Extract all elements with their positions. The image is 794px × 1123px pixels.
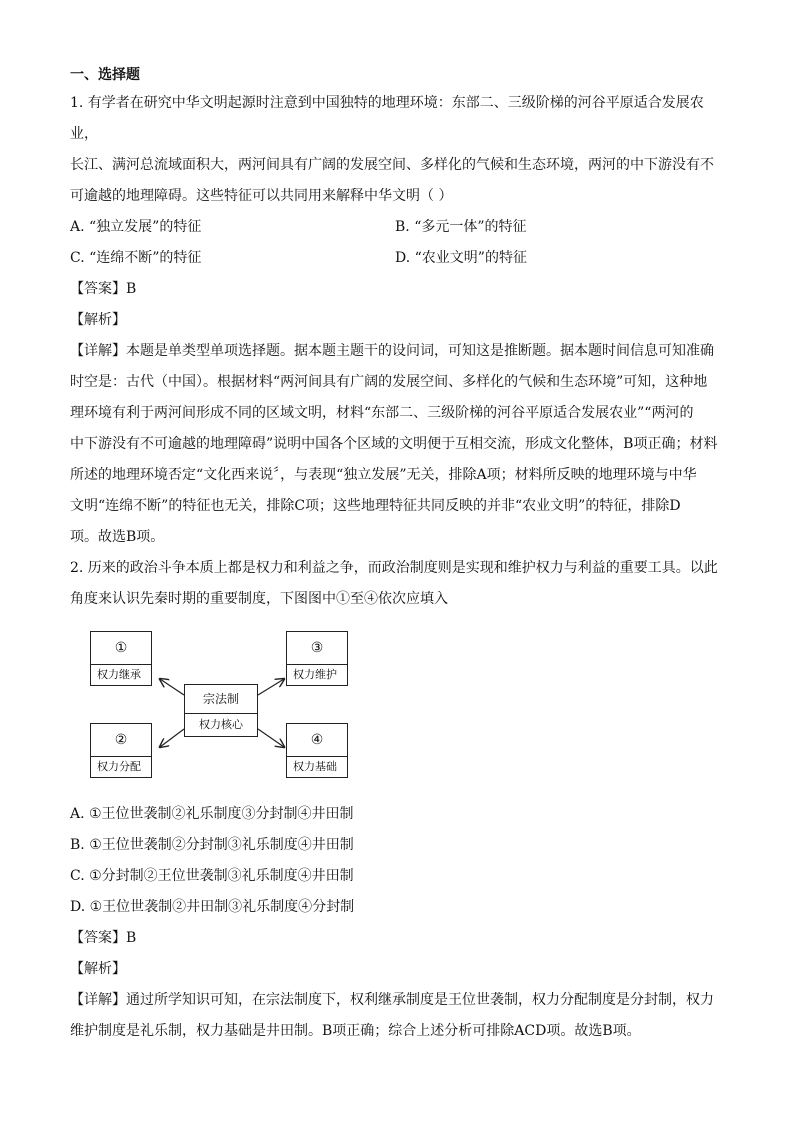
q1-detail-line: 所述的地理环境否定“文化西来说〞，与表现“独立发展”无关，排除A项；材料所反映的地理环境与中华 [70, 467, 697, 483]
box-3-label: 权力维护 [293, 668, 337, 681]
q2-analysis-label: 【解析】 [70, 961, 126, 977]
box-4-label: 权力基础 [293, 760, 337, 773]
q2-option-c: C. ①分封制②王位世袭制③礼乐制度④井田制 [70, 868, 354, 884]
diagram-box-4 [286, 723, 348, 778]
q2-detail-line: 维护制度是礼乐制，权力基础是井田制。B项正确；综合上述分析可排除ACD项。故选B项。 [70, 1023, 641, 1039]
q1-detail-line: 时空是：古代（中国）。根据材料“两河间具有广阔的发展空间、多样化的气候和生态环境”可知，这种地 [70, 374, 708, 390]
arrow-to-box4 [258, 729, 284, 747]
diagram-box-1 [90, 631, 152, 686]
q1-stem-line: 1. 有学者在研究中华文明起源时注意到中国独特的地理环境：东部二、三级阶梯的河谷平原适合发展农业， [70, 95, 704, 142]
section-title: 一、选择题 [70, 67, 140, 83]
center-box-label: 权力核心 [199, 718, 243, 731]
q2-option-b: B. ①王位世袭制②分封制③礼乐制度④井田制 [70, 837, 354, 853]
arrow-to-box1 [160, 679, 184, 695]
document-page [70, 62, 730, 1047]
q2-option-d: D. ①王位世袭制②井田制③礼乐制度④分封制 [70, 899, 355, 915]
q1-analysis-label: 【解析】 [70, 312, 126, 328]
box-3-number: ③ [287, 632, 347, 665]
box-2-number: ② [91, 724, 151, 757]
q1-answer: 【答案】B [70, 281, 137, 297]
arrow-to-box2 [160, 729, 184, 747]
q1-detail-line: 文明“连绵不断”的特征也无关，排除C项；这些地理特征共同反映的并非“农业文明”的特征，排除D [70, 498, 681, 514]
diagram-center-box [184, 684, 258, 737]
box-1-label: 权力继承 [97, 668, 141, 681]
question-2 [70, 553, 730, 1047]
diagram-box-3 [286, 631, 348, 686]
q1-detail-line: 理环境有利于两河间形成不同的区域文明，材料“东部二、三级阶梯的河谷平原适合发展农业”“两河的 [70, 405, 694, 421]
question-1 [70, 88, 730, 553]
q2-stem-line: 2. 历来的政治斗争本质上都是权力和利益之争，而政治制度则是实现和维护权力与利益的重要工具。以此 [70, 560, 718, 576]
box-2-label: 权力分配 [97, 760, 141, 773]
box-1-number: ① [91, 632, 151, 665]
q1-option-c: C. “连绵不断”的特征 [70, 250, 202, 266]
diagram-box-2 [90, 723, 152, 778]
q1-stem-line: 长江、满河总流域面积大，两河间具有广阔的发展空间、多样化的气候和生态环境，两河的中下游没有不 [70, 157, 714, 173]
q1-option-d: D. “农业文明”的特征 [395, 250, 527, 266]
q1-option-a: A. “独立发展”的特征 [70, 219, 202, 235]
q1-stem-line: 可逾越的地理障碍。这些特征可以共同用来解释中华文明（ ） [70, 188, 453, 204]
q2-answer: 【答案】B [70, 930, 137, 946]
q2-stem-line: 角度来认识先秦时期的重要制度，下图图中①至④依次应填入 [70, 591, 448, 607]
q1-options-row [70, 243, 730, 274]
q2-detail-line: 【详解】通过所学知识可知，在宗法制度下，权利继承制度是王位世袭制，权力分配制度是分封制，权力 [70, 992, 714, 1008]
center-box-title: 宗法制 [185, 685, 257, 714]
q1-detail-line: 中下游没有不可逾越的地理障碍”说明中国各个区域的文明便于互相交流，形成文化整体，B项正确；材料 [70, 436, 718, 452]
institution-diagram [88, 631, 388, 791]
q1-detail-line: 【详解】本题是单类型单项选择题。据本题主题干的设问词，可知这是推断题。据本题时间信息可知准确 [70, 343, 714, 359]
q2-option-a: A. ①王位世袭制②礼乐制度③分封制④井田制 [70, 806, 354, 822]
q1-option-b: B. “多元一体”的特征 [395, 219, 527, 235]
q1-options-row [70, 212, 730, 243]
arrow-to-box3 [258, 679, 284, 695]
box-4-number: ④ [287, 724, 347, 757]
q1-detail-line: 项。故选B项。 [70, 529, 165, 545]
